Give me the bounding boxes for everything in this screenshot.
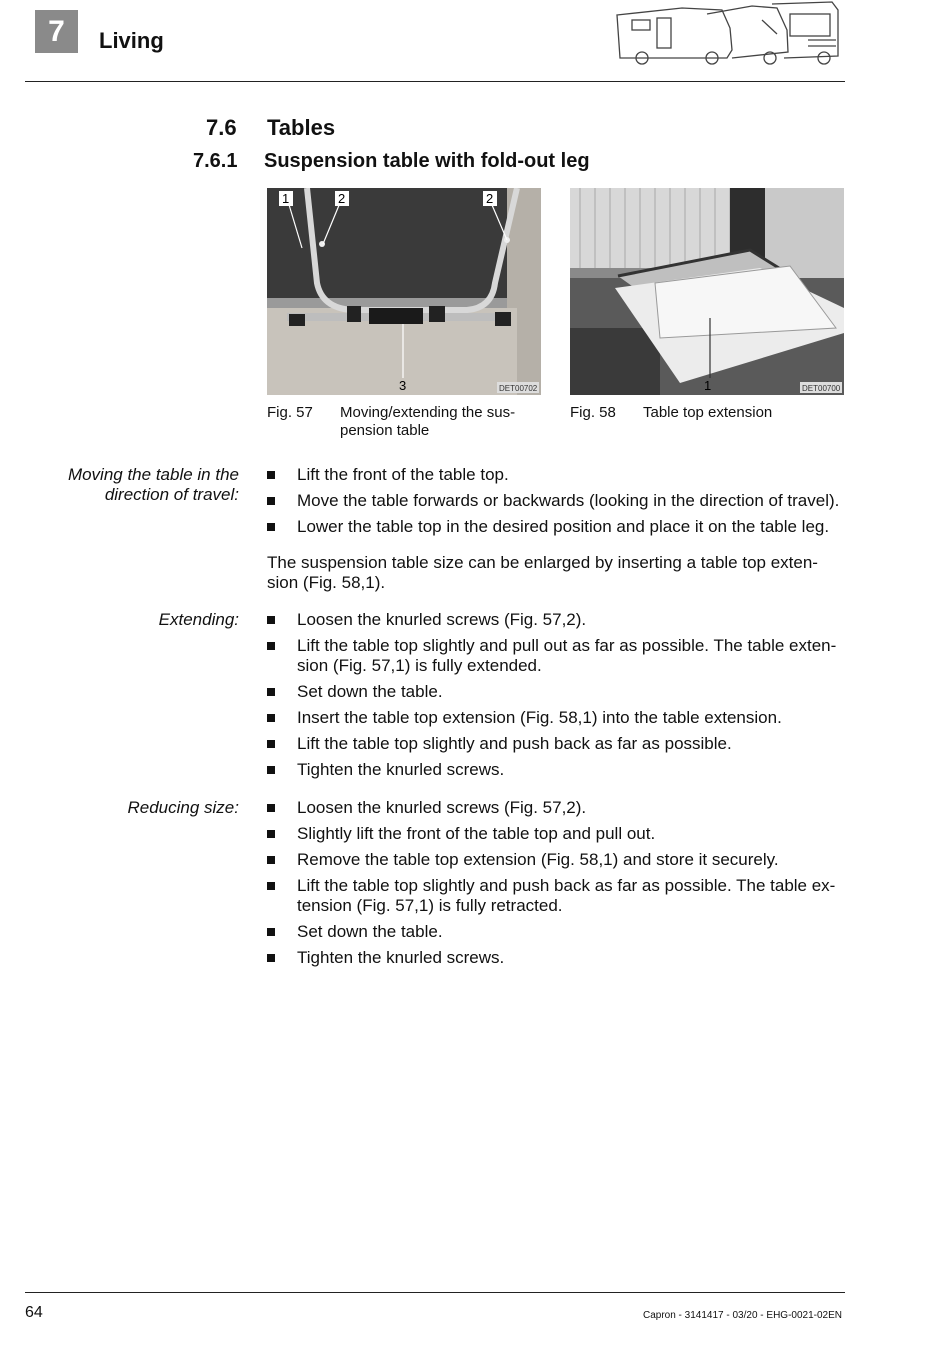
figure-57-callout-3: 3 — [399, 378, 407, 393]
figure-58-callout-1: 1 — [704, 378, 712, 393]
list-item: Set down the table. — [267, 922, 847, 942]
list-item: Remove the table top extension (Fig. 58,1) and store it securely. — [267, 850, 847, 870]
figure-58-label: Fig. 58 — [570, 404, 616, 421]
moving-side-label: Moving the table in the direction of travel: — [67, 465, 239, 504]
list-item: Lift the table top slightly and push back as far as possible. The table ex-tension (Fig. 57,1) is fully retracted. — [267, 876, 847, 916]
list-item: Insert the table top extension (Fig. 58,1) into the table extension. — [267, 708, 847, 728]
figure-57-photo — [267, 188, 541, 395]
list-item: Move the table forwards or backwards (looking in the direction of travel). — [267, 491, 847, 511]
page-number: 64 — [25, 1304, 43, 1321]
subsection-title: Suspension table with fold-out leg — [264, 150, 590, 172]
list-item: Lift the table top slightly and push back as far as possible. — [267, 734, 847, 754]
chapter-title: Living — [99, 28, 164, 53]
extending-steps — [267, 610, 847, 786]
figure-58-photo — [570, 188, 844, 395]
moving-steps — [267, 465, 847, 543]
list-item: Lift the table top slightly and pull out as far as possible. The table exten-sion (Fig. 57,1) is fully extended. — [267, 636, 847, 676]
figure-57-caption: Moving/extending the sus-pension table — [340, 404, 516, 439]
reducing-steps — [267, 798, 847, 974]
chapter-number-badge: 7 — [35, 10, 78, 53]
subsection-number: 7.6.1 — [193, 150, 238, 172]
header-rule — [25, 81, 845, 82]
list-item: Loosen the knurled screws (Fig. 57,2). — [267, 610, 847, 630]
list-item: Loosen the knurled screws (Fig. 57,2). — [267, 798, 847, 818]
figure-57-callout-2a: 2 — [338, 191, 346, 206]
figure-57-code: DET00702 — [499, 384, 538, 393]
figure-58-code: DET00700 — [802, 384, 841, 393]
figure-57-label: Fig. 57 — [267, 404, 313, 421]
section-number: 7.6 — [206, 115, 237, 140]
document-reference: Capron - 3141417 - 03/20 - EHG-0021-02EN — [642, 1310, 842, 1321]
footer-rule — [25, 1292, 845, 1293]
section-title: Tables — [267, 115, 336, 140]
list-item: Set down the table. — [267, 682, 847, 702]
motorhome-logo-icon — [612, 0, 842, 68]
list-item: Tighten the knurled screws. — [267, 948, 847, 968]
list-item: Lower the table top in the desired position and place it on the table leg. — [267, 517, 847, 537]
reducing-side-label: Reducing size: — [127, 798, 239, 817]
list-item: Tighten the knurled screws. — [267, 760, 847, 780]
figure-58-caption: Table top extension — [643, 404, 773, 421]
figure-57-callout-2b: 2 — [486, 191, 494, 206]
figure-57-callout-1: 1 — [282, 191, 290, 206]
extending-side-label: Extending: — [158, 610, 239, 629]
list-item: Slightly lift the front of the table top and pull out. — [267, 824, 847, 844]
enlarge-note: The suspension table size can be enlarged by inserting a table top exten-sion (Fig. 58,1). — [267, 553, 818, 592]
list-item: Lift the front of the table top. — [267, 465, 847, 485]
